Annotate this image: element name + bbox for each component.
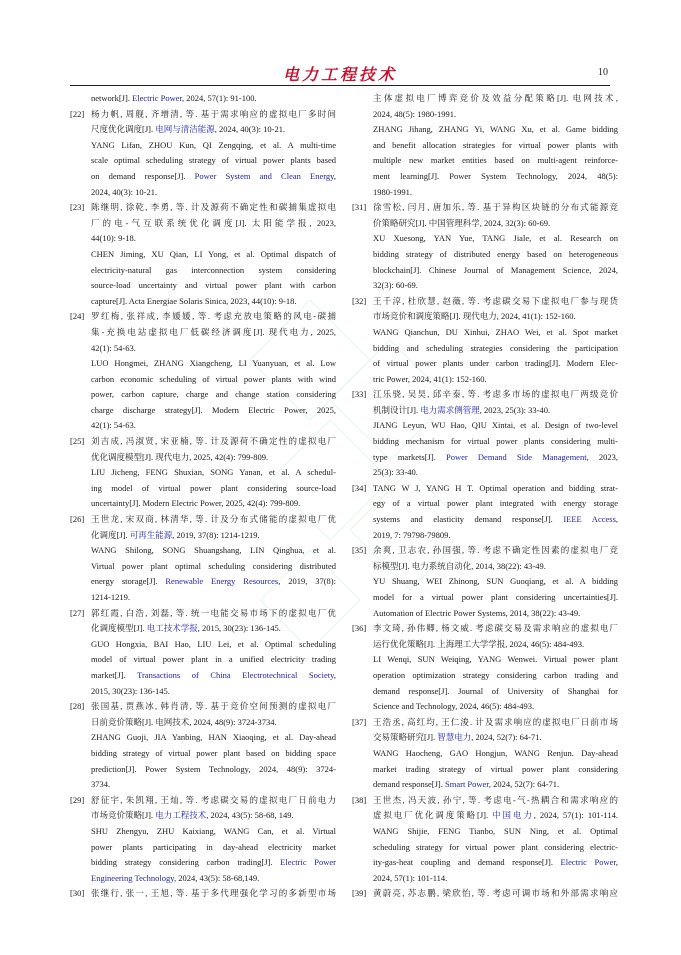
reference-number: [23]	[70, 202, 85, 213]
reference-text: 舒征宇, 朱凯翔, 王灿, 等. 考虑碳交易的虚拟电厂日前电力	[91, 794, 336, 805]
reference-line	[373, 684, 618, 700]
reference-line	[373, 621, 618, 637]
reference-text: of virtual power plants under carbon trading[J]. Modern Elec-	[373, 358, 618, 369]
reference-number: [22]	[70, 108, 85, 119]
reference-text: LUO Hongmei, ZHANG Xiangcheng, LI Yuanyuan, et al. Low	[91, 358, 336, 369]
reference-text: 黄蔚亮, 苏志鹏, 梁欣怡, 等. 考虑可调市场和外部需求响应	[373, 888, 618, 899]
reference-text: carbon economic scheduling of virtual power plants with wind	[91, 373, 336, 384]
reference-text: bidding strategy considering carbon trading[J].	[91, 857, 281, 868]
reference-number: [24]	[70, 311, 85, 322]
reference-entry	[352, 294, 618, 388]
reference-text: on demand response[J].	[91, 170, 195, 181]
reference-text: egy of a virtual power plant integrated with energy storage	[373, 498, 618, 509]
reference-text: , 2023,	[586, 451, 619, 462]
journal-link[interactable]: 中国电力	[492, 810, 534, 821]
reference-line	[91, 309, 336, 325]
reference-line	[373, 107, 618, 123]
reference-text: , 2015, 30(23): 136-145.	[197, 623, 281, 634]
reference-text: 陈继明, 徐乾, 李勇, 等. 计及源荷不确定性和碳捕集虚拟电	[91, 202, 336, 213]
journal-link[interactable]: 智慧电力	[437, 732, 472, 743]
reference-text: 2015, 30(23): 136-145.	[91, 685, 170, 696]
reference-text: uncertainty[J]. Modern Electric Power, 2025, 42(4): 799-809.	[91, 498, 301, 509]
reference-text: 机制设计[J].	[373, 404, 421, 415]
page-header	[70, 58, 610, 86]
reference-line	[373, 871, 618, 887]
reference-number: [32]	[352, 295, 367, 306]
reference-text: 集-充换电站虚拟电厂低碳经济调度[J]. 现代电力, 2025,	[91, 326, 336, 337]
reference-line	[91, 418, 336, 434]
reference-text: 化调度模型[J].	[91, 623, 147, 634]
reference-text: model of virtual power plant in a unified electricity trading	[91, 654, 336, 665]
reference-line	[91, 450, 336, 466]
reference-entry	[352, 543, 618, 621]
reference-text: XU Xuesong, YAN Yue, TANG Jiale, et al. Research on	[373, 233, 618, 244]
reference-text: YANG Lifan, ZHOU Kun, QI Zengqing, et al. A multi-time	[91, 139, 336, 150]
reference-text: WANG Shijie, FENG Tianbo, SUN Ning, et al. Optimal	[373, 825, 618, 836]
reference-number: [28]	[70, 701, 85, 712]
reference-line	[373, 418, 618, 434]
reference-line	[91, 668, 336, 684]
reference-text: LIU Jicheng, FENG Shuxian, SONG Yanan, et al. A schedul-	[91, 467, 336, 478]
reference-entry	[352, 91, 618, 200]
journal-link[interactable]: 电力需求侧管理	[420, 404, 480, 415]
reference-text: market[J].	[91, 669, 138, 680]
reference-entry	[70, 309, 336, 434]
reference-line	[91, 341, 336, 357]
journal-title: 电力工程技术	[282, 65, 397, 84]
reference-line	[91, 652, 336, 668]
reference-line	[91, 574, 336, 590]
reference-entry	[70, 91, 336, 107]
reference-text: bidding mechanism for virtual power plants considering multi-	[373, 436, 618, 447]
reference-text: WANG Shilong, SONG Shuangshang, LIN Qinghua, et al.	[91, 545, 336, 556]
reference-text: 25(3): 33-40.	[373, 467, 418, 478]
reference-text: 王世龙, 宋双商, 林清华, 等. 计及分布式储能的虚拟电厂优	[91, 514, 336, 525]
reference-line	[91, 559, 336, 575]
reference-line	[373, 855, 618, 871]
reference-text: , 2019, 37(8): 1214-1219.	[172, 529, 260, 540]
reference-line	[91, 356, 336, 372]
reference-text: ,	[615, 514, 619, 525]
reference-text: Virtual power plant optimal scheduling considering distributed	[91, 560, 336, 571]
reference-line	[91, 606, 336, 622]
journal-link[interactable]: Electric Power	[132, 93, 183, 103]
reference-line	[373, 824, 618, 840]
reference-text: multiple new market entities based on multi-agent reinforce-	[373, 155, 618, 166]
journal-link[interactable]: 电工技术学报	[146, 623, 198, 634]
reference-text: GUO Hongxia, BAI Hao, LIU Lei, et al. Optimal scheduling	[91, 638, 336, 649]
reference-line	[373, 886, 618, 902]
reference-line	[373, 231, 618, 247]
journal-link[interactable]: IEEE Access	[563, 514, 616, 525]
reference-text: source-load uncertainty and virtual power plant with carbon	[91, 280, 336, 291]
reference-text: 42(1): 54-63.	[91, 420, 136, 431]
reference-line	[91, 169, 336, 185]
reference-line	[91, 107, 336, 123]
reference-text: ZHANG Guoji, JIA Yanbing, HAN Xiaoqing, et al. Day-ahead	[91, 732, 336, 743]
reference-text: 刘吉成, 冯淑贤, 宋亚楠, 等. 计及源荷不确定性的虚拟电厂	[91, 436, 336, 447]
reference-text: scheduling strategy for virtual power plant considering electric-	[373, 841, 618, 852]
reference-line	[91, 434, 336, 450]
reference-line	[373, 185, 618, 201]
reference-line	[373, 840, 618, 856]
reference-text: ment learning[J]. Power System Technology, 2024, 48(5):	[373, 170, 618, 181]
reference-line	[91, 886, 336, 902]
reference-text: 罗红梅, 张祥成, 李媛媛, 等. 考虑充放电策略的风电-碳捕	[91, 311, 336, 322]
reference-entry	[352, 793, 618, 887]
references-left-column	[70, 91, 336, 902]
reference-line	[91, 325, 336, 341]
reference-entry	[352, 886, 618, 902]
reference-line	[91, 247, 336, 263]
reference-line	[373, 777, 618, 793]
reference-entry	[70, 886, 336, 902]
reference-text: SHU Zhengyu, ZHU Kaixiang, WANG Can, et al. Virtual	[91, 825, 336, 836]
reference-text: ,	[333, 170, 336, 181]
reference-text: 1980-1991.	[373, 186, 412, 197]
reference-entry	[70, 107, 336, 201]
reference-line	[373, 574, 618, 590]
reference-text: , 2019, 37(8):	[278, 576, 336, 587]
reference-line	[373, 169, 618, 185]
reference-number: [31]	[352, 202, 367, 213]
reference-entry	[352, 621, 618, 715]
journal-link[interactable]: Power System and Clean Energy	[194, 170, 334, 181]
reference-text: capture[J]. Acta Energiae Solaris Sinica, 2023, 44(10): 9-18.	[91, 295, 297, 306]
reference-text: LI Wenqi, SUN Weiqing, YANG Wenwei. Virtual power plant	[373, 654, 618, 665]
reference-line	[373, 263, 618, 279]
journal-link[interactable]: Renewable Energy Resources	[165, 576, 279, 587]
reference-line	[373, 341, 618, 357]
reference-text: bidding and scheduling strategies considering the participation	[373, 342, 618, 353]
reference-text: 2024, 48(5): 1980-1991.	[373, 108, 457, 119]
reference-line	[91, 185, 336, 201]
reference-line	[373, 808, 618, 824]
journal-link[interactable]: Engineering Technology	[91, 872, 174, 883]
reference-entry	[352, 200, 618, 294]
reference-text: 徐雪松, 闫月, 唐加乐, 等. 基于异构区块链的分布式能源竞	[373, 202, 618, 213]
reference-text: 郭红霞, 白浩, 刘磊, 等. 统一电能交易市场下的虚拟电厂优	[91, 607, 336, 618]
reference-text: 化调度[J].	[91, 529, 130, 540]
reference-line	[91, 138, 336, 154]
reference-text: 运行优化策略[J]. 上海理工大学学报, 2024, 46(5): 484-493.	[373, 638, 585, 649]
reference-text: WANG Haocheng, GAO Hongjun, WANG Renjun. Day-ahead	[373, 747, 618, 758]
reference-number: [34]	[352, 482, 367, 493]
reference-line	[91, 746, 336, 762]
reference-text: 2024, 57(1): 101-114.	[373, 872, 448, 883]
journal-link[interactable]: 电网与清洁能源	[155, 124, 215, 135]
reference-line	[91, 481, 336, 497]
reference-text: , 2023, 25(3): 33-40.	[479, 404, 551, 415]
reference-text: , 2024, 52(7): 64-71.	[471, 732, 542, 743]
journal-link[interactable]: Power Demand Side Management	[446, 451, 587, 462]
reference-line	[91, 855, 336, 871]
reference-line	[373, 294, 618, 310]
reference-line	[91, 793, 336, 809]
reference-text: market trading strategy of virtual power plant considering	[373, 763, 618, 774]
reference-text: 44(10): 9-18.	[91, 233, 136, 244]
reference-entry	[70, 512, 336, 606]
reference-entry	[70, 699, 336, 793]
reference-line	[91, 372, 336, 388]
reference-text: 厂的电-气互联系统优化调度[J]. 太阳能学报, 2023,	[91, 217, 336, 228]
reference-line	[91, 684, 336, 700]
reference-line	[373, 793, 618, 809]
reference-line	[91, 824, 336, 840]
reference-line	[91, 200, 336, 216]
reference-text: 王千淳, 杜欣慧, 赵薇, 等. 考虑碳交易下虚拟电厂参与现货	[373, 295, 618, 306]
reference-entry	[70, 200, 336, 309]
reference-line	[91, 528, 336, 544]
reference-line	[91, 699, 336, 715]
reference-line	[373, 450, 618, 466]
references-right-column	[352, 91, 618, 902]
reference-line	[91, 777, 336, 793]
journal-link[interactable]: 可再生能源	[129, 529, 173, 540]
reference-line	[373, 122, 618, 138]
reference-text: 杨力帆, 周舰, 齐增清, 等. 基于需求响应的虚拟电厂多时间	[91, 108, 336, 119]
reference-number: [29]	[70, 794, 85, 805]
reference-text: ity-gas-heat coupling and demand response[J].	[373, 857, 561, 868]
reference-line	[91, 465, 336, 481]
reference-entry	[352, 715, 618, 793]
reference-text: 优化调度模型[J]. 现代电力, 2025, 42(4): 799-809.	[91, 451, 269, 462]
reference-line	[91, 762, 336, 778]
reference-text: , 2024, 43(5): 58-68,149.	[173, 872, 260, 883]
reference-text: , 2024, 52(7): 64-71.	[488, 779, 560, 790]
reference-text: model for a virtual power plant considering uncertainties[J].	[373, 592, 618, 602]
reference-line	[373, 372, 618, 388]
reference-line	[373, 730, 618, 746]
reference-line	[91, 543, 336, 559]
page-number: 10	[598, 67, 608, 78]
journal-link[interactable]: 电力工程技术	[155, 810, 207, 821]
reference-line	[373, 543, 618, 559]
reference-text: ing model of virtual power plant considering source-load	[91, 482, 336, 493]
reference-text: 市场竞价和调度策略[J]. 现代电力, 2024, 41(1): 152-160.	[373, 311, 576, 322]
reference-text: 张国基, 贾燕冰, 韩肖清, 等. 基于竞价空间预测的虚拟电厂	[91, 701, 336, 712]
reference-text: electricity-natural gas interconnection system considering	[91, 264, 336, 275]
reference-line	[91, 637, 336, 653]
reference-text: tric Power, 2024, 41(1): 152-160.	[373, 373, 487, 384]
reference-number: [30]	[70, 888, 85, 899]
reference-text: , 2024, 43(5): 58-68, 149.	[206, 810, 294, 821]
reference-line	[91, 216, 336, 232]
reference-line	[373, 637, 618, 653]
reference-line	[373, 528, 618, 544]
reference-line	[373, 434, 618, 450]
reference-number: [35]	[352, 545, 367, 556]
journal-link[interactable]: Smart Power	[445, 779, 489, 790]
reference-line	[91, 294, 336, 310]
reference-line	[91, 278, 336, 294]
reference-line	[91, 512, 336, 528]
reference-line	[91, 840, 336, 856]
reference-text: 3734.	[91, 779, 111, 790]
reference-entry	[352, 481, 618, 543]
reference-line	[91, 496, 336, 512]
reference-line	[373, 138, 618, 154]
reference-text: operation optimization strategy considering carbon trading and	[373, 669, 618, 680]
reference-line	[373, 559, 618, 575]
reference-text: 余爽, 卫志农, 孙国强, 等. 考虑不确定性因素的虚拟电厂竞	[373, 545, 618, 556]
reference-text: energy storage[J].	[91, 576, 166, 587]
reference-text: bidding strategy of distributed energy based on heterogeneous	[373, 248, 618, 259]
reference-line	[91, 263, 336, 279]
reference-line	[91, 122, 336, 138]
reference-line	[373, 247, 618, 263]
reference-line	[91, 153, 336, 169]
reference-line	[91, 715, 336, 731]
reference-line	[373, 465, 618, 481]
reference-text: , 2024, 57(1): 101-114.	[533, 810, 618, 821]
reference-text: ,	[615, 857, 618, 868]
reference-line	[373, 216, 618, 232]
reference-text: 江乐骁, 吴昊, 邱辛泰, 等. 考虑多市场的虚拟电厂两级竞价	[373, 389, 618, 400]
reference-line	[91, 808, 336, 824]
reference-text: power, carbon capture, charge and change station considering	[91, 389, 336, 400]
reference-text: YU Shuang, WEI Zhinong, SUN Guoqiang, et al. A bidding	[373, 576, 618, 587]
reference-text: 标模型[J]. 电力系统自动化, 2014, 38(22): 43-49.	[373, 560, 546, 571]
reference-number: [36]	[352, 623, 367, 634]
reference-line	[373, 356, 618, 372]
reference-line	[373, 699, 618, 715]
reference-line	[373, 512, 618, 528]
reference-number: [37]	[352, 716, 367, 727]
reference-text: charge discharge strategy[J]. Modern Electric Power, 2025,	[91, 404, 336, 415]
reference-text: bidding strategy of virtual power plant based on bidding space	[91, 747, 336, 758]
reference-line	[373, 91, 618, 107]
reference-text: , 2024, 40(3): 10-21.	[214, 124, 286, 135]
journal-link[interactable]: Transactions of China Electrotechnical Society	[137, 669, 334, 680]
reference-line	[373, 762, 618, 778]
reference-number: [39]	[352, 888, 367, 899]
reference-number: [33]	[352, 389, 367, 400]
reference-number: [26]	[70, 514, 85, 525]
reference-text: 李文琦, 孙伟卿, 杨文威. 考虑碳交易及需求响应的虚拟电厂	[373, 623, 618, 634]
reference-entry	[70, 434, 336, 512]
reference-text: prediction[J]. Power System Technology, 2024, 48(9): 3724-	[91, 763, 336, 774]
reference-text: TANG W J, YANG H T. Optimal operation and bidding strat-	[373, 482, 618, 493]
reference-text: ,	[333, 669, 336, 680]
reference-text: 张继行, 张一, 王旭, 等. 基于多代理强化学习的多新型市场	[91, 888, 336, 899]
reference-text: ZHANG Jihang, ZHANG Yi, WANG Xu, et al. Game bidding	[373, 124, 618, 135]
reference-line	[373, 496, 618, 512]
reference-line	[373, 200, 618, 216]
reference-text: 日前竞价策略[J]. 电网技术, 2024, 48(9): 3724-3734.	[91, 716, 277, 727]
reference-line	[373, 668, 618, 684]
reference-text: Science and Technology, 2024, 46(5): 484-493.	[373, 701, 535, 712]
reference-number: [27]	[70, 607, 85, 618]
reference-text: 2019, 7: 79798-79809.	[373, 529, 451, 540]
reference-number: [38]	[352, 794, 367, 805]
reference-entry	[70, 793, 336, 887]
reference-line	[373, 278, 618, 294]
reference-text: 交易策略研究[J].	[373, 732, 438, 743]
reference-text: , 2024, 57(1): 91-100.	[182, 93, 257, 103]
reference-text: JIANG Leyun, WU Hao, QIU Xintai, et al. Design of two-level	[373, 420, 618, 431]
reference-text: 尺度优化调度[J].	[91, 124, 156, 135]
reference-line	[91, 387, 336, 403]
reference-text: 虚拟电厂优化调度策略[J].	[373, 810, 493, 821]
reference-text: 市场竞价策略[J].	[91, 810, 156, 821]
reference-line	[91, 730, 336, 746]
reference-text: CHEN Jiming, XU Qian, LI Yong, et al. Optimal dispatch of	[91, 248, 336, 259]
reference-text: WANG Qianchun, DU Xinhui, ZHAO Wei, et al. Spot market	[373, 326, 618, 337]
reference-line	[373, 590, 618, 606]
reference-text: 王世杰, 冯天波, 孙宁, 等. 考虑电-气-热耦合和需求响应的	[373, 794, 618, 805]
reference-entry	[70, 606, 336, 700]
reference-line	[91, 403, 336, 419]
reference-line	[373, 403, 618, 419]
reference-text: and benefit allocation strategies for virtual power plants with	[373, 139, 618, 150]
reference-line	[373, 606, 618, 622]
journal-link[interactable]: Electric Power	[560, 857, 616, 868]
reference-line	[373, 387, 618, 403]
reference-text: 42(1): 54-63.	[91, 342, 136, 353]
reference-line	[373, 153, 618, 169]
reference-text: type markets[J].	[373, 451, 447, 462]
reference-text: 1214-1219.	[91, 592, 130, 602]
reference-number: [25]	[70, 436, 85, 447]
reference-line	[373, 309, 618, 325]
reference-text: demand response[J]. Journal of University of Shanghai for	[373, 685, 618, 696]
reference-text: Automation of Electric Power Systems, 2014, 38(22): 43-49.	[373, 607, 581, 618]
reference-line	[373, 652, 618, 668]
reference-line	[91, 91, 336, 107]
reference-line	[91, 871, 336, 887]
journal-link[interactable]: Electric Power	[280, 857, 336, 868]
reference-text: demand response[J].	[373, 779, 445, 790]
reference-line	[373, 746, 618, 762]
reference-text: power plants participating in day-ahead electricity market	[91, 841, 336, 852]
reference-line	[91, 621, 336, 637]
reference-line	[373, 715, 618, 731]
reference-entry	[352, 387, 618, 481]
reference-text: 2024, 40(3): 10-21.	[91, 186, 158, 197]
reference-line	[373, 481, 618, 497]
reference-text: 主体虚拟电厂博弈竞价及效益分配策略[J]. 电网技术,	[373, 93, 618, 103]
reference-text: 32(3): 60-69.	[373, 280, 418, 291]
reference-text: 价策略研究[J]. 中国管理科学, 2024, 32(3): 60-69.	[373, 217, 551, 228]
reference-line	[91, 231, 336, 247]
reference-text: blockchain[J]. Chinese Journal of Management Science, 2024,	[373, 264, 618, 275]
reference-line	[373, 325, 618, 341]
reference-text: 王浩丞, 高红均, 王仁浚. 计及需求响应的虚拟电厂日前市场	[373, 716, 618, 727]
reference-text: scale optimal scheduling strategy of virtual power plants based	[91, 155, 336, 166]
reference-text: network[J].	[91, 93, 133, 103]
reference-text: systems and elasticity demand response[J].	[373, 514, 564, 525]
reference-line	[91, 590, 336, 606]
